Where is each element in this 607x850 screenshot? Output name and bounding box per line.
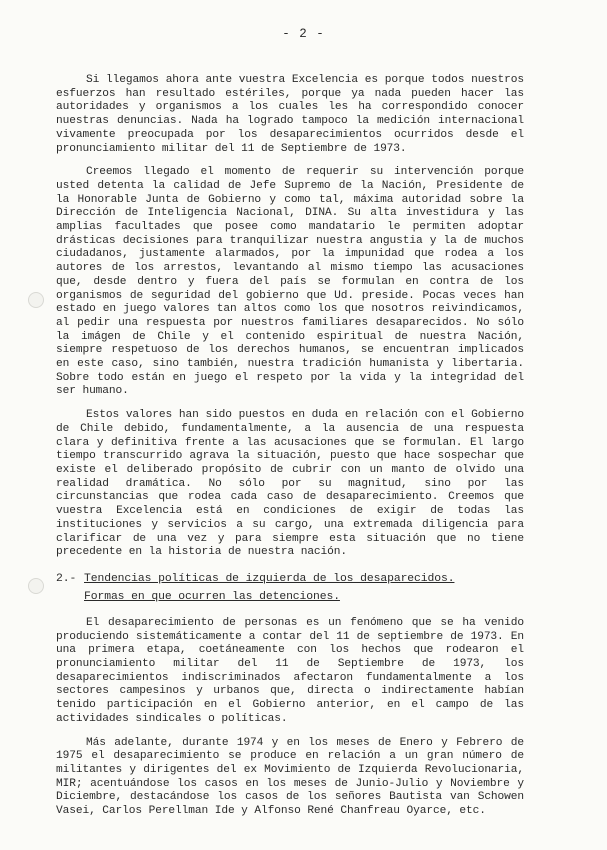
paragraph-intro-3: Estos valores han sido puestos en duda en relación con el Gobierno de Chile debido, fundamentalmente, a la ausencia de una respuesta clara y definitiva frente a las acusaciones que se formulan. El largo tiempo transcurrido agrava la situación, puesto que hace sospechar que existe el deliberado propósito de cubrir con un manto de olvido una realidad dramática. No sólo por su magnitud, sino por las circunstancias que rodea cada caso de desaparecimiento. Creemos que vuestra Excelencia está en condiciones de exigir de todas las instituciones y servicios a su cargo, una extremada diligencia para clarificar de una vez y para siempre esta situación que no tiene precedente en la historia de nuestra nación. — [56, 409, 524, 559]
paragraph-section-2: Más adelante, durante 1974 y en los meses de Enero y Febrero de 1975 el desaparecimiento se produce en relación a un gran número de militantes y dirigentes del ex Movimiento de Izquierda Revolucionaria, MIR; acentuándose los casos en los meses de Junio-Julio y Noviembre y Diciembre, destacándose los casos de los señores Bautista van Schowen Vasei, Carlos Perellman Ide y Alfonso René Chanfreau Oyarce, etc. — [56, 736, 524, 818]
section-title-line2: Formas en que ocurren las detenciones. — [84, 590, 340, 603]
section-title-line1: Tendencias políticas de izquierda de los desaparecidos. — [84, 572, 455, 585]
paragraph-section-1: El desaparecimiento de personas es un fenómeno que se ha venido produciendo sistemáticamente a contar del 11 de septiembre de 1973. En una primera etapa, coetáneamente con los hechos que rodearon el pronunciamiento militar del 11 de Septiembre de 1973, los desaparecimientos indiscriminados afectaron fundamentalmente a los sectores campesinos y urbanos que, directa o indirectamente habían tenido participación en el Gobierno anterior, en el campo de las actividades sindicales o políticas. — [56, 616, 524, 725]
punch-hole — [28, 578, 44, 594]
paragraph-intro-1: Si llegamos ahora ante vuestra Excelencia es porque todos nuestros esfuerzos han resultado estériles, porque ya nada pueden hacer las autoridades y organismos a los cuales les ha correspondido conocer nuestras denuncias. Nada ha logrado tampoco la medición internacional vivamente preocupada por los desaparecimientos ocurridos desde el pronunciamiento militar del 11 de Septiembre de 1973. — [56, 74, 524, 155]
section-heading — [56, 572, 524, 605]
page-number: - 2 - — [282, 27, 325, 41]
punch-hole — [28, 292, 44, 308]
letter-body — [56, 74, 524, 829]
paragraph-intro-2: Creemos llegado el momento de requerir su intervención porque usted detenta la calidad de Jefe Supremo de la Nación, Presidente de la Honorable Junta de Gobierno y como tal, máxima autoridad sobre la Dirección de Inteligencia Nacional, DINA. Su alta investidura y las amplias facultades que posee como mandatario le permiten adoptar drásticas decisiones para tranquilizar nuestra angustia y la de muchos ciudadanos, justamente alarmados, por la impunidad que rodea a los autores de los arrestos, levantando al mismo tiempo las acusaciones que, desde dentro y fuera del país se formulan en contra de los organismos de seguridad del gobierno que Ud. preside. Pocas veces han estado en juego valores tan altos como los que nosotros reivindicamos, al pedir una respuesta por nuestros familiares desaparecidos. No sólo la imágen de Chile y el contenido espiritual de nuestra Nación, siempre respetuoso de los derechos humanos, se encuentran implicados en este caso, sino también, nuestra tradición humanista y libertaria. Sobre todo están en juego el respeto por la vida y la integridad del ser humano. — [56, 166, 524, 398]
section-number: 2.- — [56, 572, 77, 585]
